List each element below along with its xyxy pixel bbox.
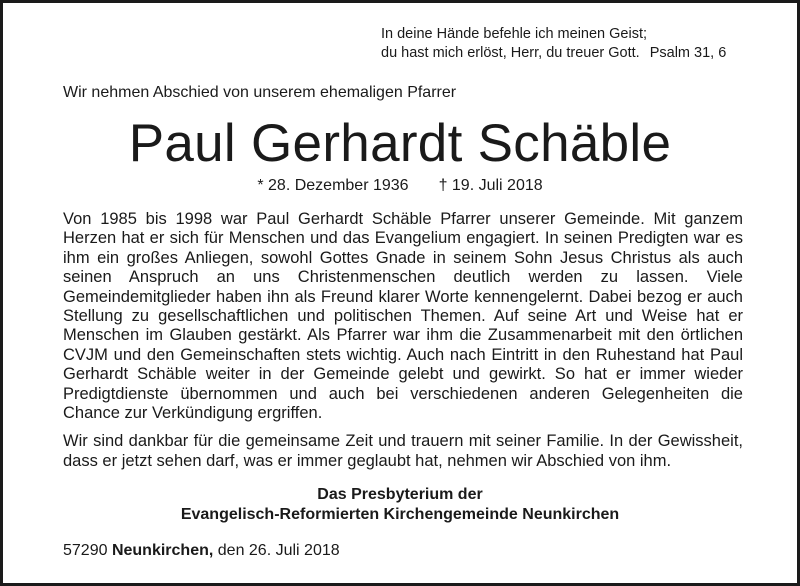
verse-line-1: In deine Hände befehle ich meinen Geist; (381, 26, 648, 42)
place-and-date (63, 541, 340, 561)
birth-date: * 28. Dezember 1936 (257, 177, 409, 194)
signature-line-1: Das Presbyterium der (317, 486, 483, 503)
postcode: 57290 (63, 542, 108, 559)
verse-line-2-row (381, 44, 726, 63)
life-dates (3, 176, 797, 196)
intro-line: Wir nehmen Abschied von unserem ehemaligen Pfarrer (63, 84, 457, 101)
signature (3, 485, 797, 525)
deceased-name: Paul Gerhardt Schäble (128, 114, 672, 173)
obituary-text (63, 210, 743, 480)
paragraph-1: Von 1985 bis 1998 war Paul Gerhardt Schäble Pfarrer unserer Gemeinde. Mit ganzem Herzen hat er sich für Menschen und das Evangelium engagiert. In seinen Predigten war es ihm ein großes Anliegen, sowohl Gottes Gnade in seinem Sohn Jesus Christus als auch seinen Anspruch an uns Christenmenschen deutlich werden zu lassen. Viele Gemeindemitglieder haben ihn als Freund klarer Worte kennengelernt. Dabei bezog er auch Stellung zu gesellschaftlichen und politischen Themen. Auf seine Art und Weise hat er Menschen im Glauben gestärkt. Als Pfarrer war ihm die Zusammenarbeit mit den örtlichen CVJM und den Gemeinschaften stets wichtig. Auch nach Eintritt in den Ruhestand hat Paul Gerhardt Schäble weiter in der Gemeinde gelebt und gewirkt. So hat er immer wieder Predigtdienste übernommen und auch bei verschiedenen anderen Gelegenheiten die Chance zur Verkündigung ergriffen. (63, 210, 743, 423)
verse-reference: Psalm 31, 6 (649, 45, 727, 61)
signature-line-2: Evangelisch-Reformierten Kirchengemeinde Neunkirchen (180, 506, 620, 523)
town: Neunkirchen, (111, 542, 214, 559)
paragraph-2: Wir sind dankbar für die gemeinsame Zeit und trauern mit seiner Familie. In der Gewissheit, dass er jetzt sehen darf, was er immer geglaubt hat, nehmen wir Abschied von ihm. (63, 432, 743, 470)
death-date: † 19. Juli 2018 (438, 177, 543, 194)
verse-line-2: du hast mich erlöst, Herr, du treuer Gott. (381, 45, 640, 61)
notice-date: den 26. Juli 2018 (217, 542, 340, 559)
bible-verse (381, 25, 726, 63)
